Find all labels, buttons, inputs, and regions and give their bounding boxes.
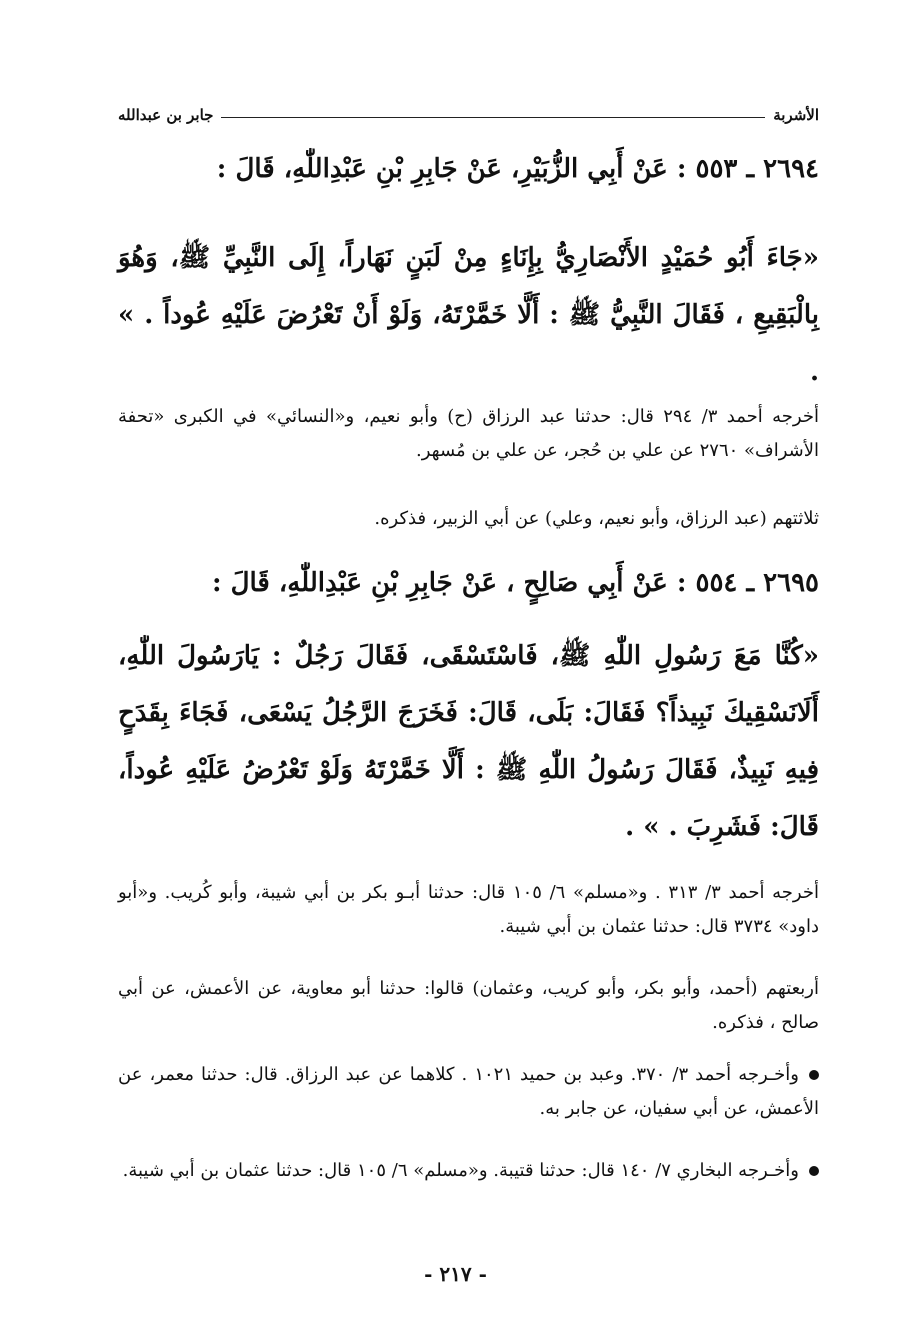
extra-takhrij-1-text: وأخـرجه أحمد ٣/ ٣٧٠. وعبد بن حميد ١٠٢١ . كلاهما عن عبد الرزاق. قال: حدثنا معمر، عن الأعمش، عن أبي سفيان، عن جابر به.: [118, 1064, 819, 1119]
takhrij-2694: أخرجه أحمد ٣/ ٢٩٤ قال: حدثنا عبد الرزاق (ح) وأبو نعيم، و«النسائي» في الكبرى «تحفة الأشراف» ٢٧٦٠ عن علي بن حُجر، عن علي بن مُسهر.: [118, 406, 819, 461]
hadith-heading-2695: ٢٦٩٥ ـ ٥٥٤ : عَنْ أَبِي صَالِحٍ ، عَنْ جَابِرِ بْنِ عَبْدِاللّٰهِ، قَالَ :: [211, 568, 819, 598]
header-section-title: الأشربة: [773, 106, 819, 124]
bullet-icon: [809, 1070, 819, 1080]
header-rule: [221, 117, 765, 118]
summary-2695: أربعتهم (أحمد، وأبو بكر، وأبو كريب، وعثمان) قالوا: حدثنا أبو معاوية، عن الأعمش، عن أبي صالح ، فذكره.: [118, 978, 819, 1033]
page-number: - ٢١٧ -: [424, 1262, 487, 1286]
running-header: [118, 98, 819, 124]
takhrij-2695: أخرجه أحمد ٣/ ٣١٣ . و«مسلم» ٦/ ١٠٥ قال: حدثنا أبـو بكر بن أبي شيبة، وأبو كُريب. و«أبو داود» ٣٧٣٤ قال: حدثنا عثمان بن أبي شيبة.: [118, 882, 819, 937]
extra-takhrij-2-text: وأخـرجه البخاري ٧/ ١٤٠ قال: حدثنا قتيبة. و«مسلم» ٦/ ١٠٥ قال: حدثنا عثمان بن أبي شيبة.: [122, 1160, 799, 1181]
summary-2694: ثلاثتهم (عبد الرزاق، وأبو نعيم، وعلي) عن أبي الزبير، فذكره.: [374, 508, 819, 529]
hadith-heading-2694: ٢٦٩٤ ـ ٥٥٣ : عَنْ أَبِي الزُّبَيْرِ، عَنْ جَابِرِ بْنِ عَبْدِاللّٰهِ، قَالَ :: [216, 154, 819, 184]
hadith-text-2694: «جَاءَ أَبُو حُمَيْدٍ الأَنْصَارِيُّ بِإِنَاءٍ مِنْ لَبَنٍ نَهَاراً، إِلَى النَّبِيِّ ﷺ، وَهُوَ بِالْبَقِيعِ ، فَقَالَ النَّبِيُّ ﷺ : أَلَّا خَمَّرْتَهُ، وَلَوْ أَنْ تَعْرُضَ عَلَيْهِ عُوداً . » .: [118, 243, 820, 387]
bullet-icon: [809, 1166, 819, 1176]
hadith-text-2695: «كُنَّا مَعَ رَسُولِ اللّٰهِ ﷺ، فَاسْتَسْقَى، فَقَالَ رَجُلٌ : يَارَسُولَ اللّٰهِ، أَلَانَسْقِيكَ نَبِيذاً؟ فَقَالَ: بَلَى، قَالَ: فَخَرَجَ الرَّجُلُ يَسْعَى، فَجَاءَ بِقَدَحٍ فِيهِ نَبِيذٌ، فَقَالَ رَسُولُ اللّٰهِ ﷺ : أَلَّا خَمَّرْتَهُ وَلَوْ تَعْرُضُ عَلَيْهِ عُوداً، قَالَ: فَشَرِبَ . » .: [118, 641, 819, 842]
extra-takhrij-2: [118, 1154, 819, 1188]
extra-takhrij-1: [118, 1058, 819, 1126]
header-narrator: جابر بن عبدالله: [118, 106, 214, 124]
